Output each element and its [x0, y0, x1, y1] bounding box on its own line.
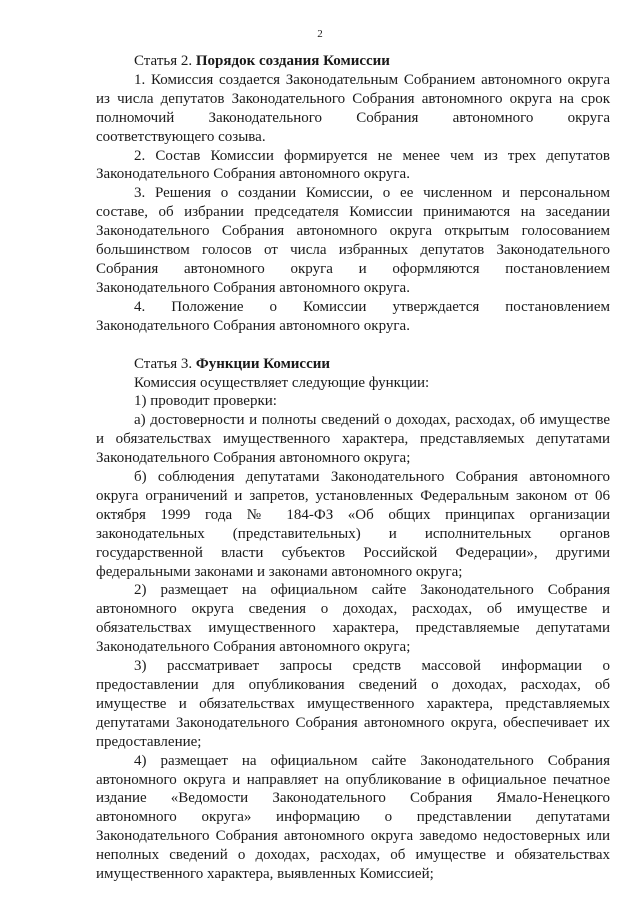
- section-spacer: [96, 336, 610, 355]
- page-number: 2: [317, 28, 323, 40]
- article-3-intro: Комиссия осуществляет следующие функции:: [134, 374, 430, 391]
- article-3-item-1: 1) проводит проверки:: [134, 393, 277, 410]
- article-3-item-3: 3) рассматривает запросы средств массовой информации о предоставлении для опубликования сведений о доходах, расходах, об имуществе и обязательствах имущественного характера, представляемых депутатами Законодательного Собрания автономного округа, обеспечивает их предоставление;: [96, 658, 610, 750]
- article-3-prefix: Статья 3.: [134, 355, 196, 372]
- article-2-title: Порядок создания Комиссии: [195, 53, 390, 69]
- article-3-heading: [96, 355, 610, 374]
- article-2-paragraph-3: 3. Решения о создании Комиссии, о ее численном и персональном составе, об избрании председателя Комиссии принимаются на заседании Законодательного Собрания автономного округа открытым голосованием большинством голосов от числа избранных депутатов Законодательного Собрания автономного округа и оформляются постановлением Законодательного Собрания автономного округа.: [96, 185, 610, 296]
- document-body: [96, 52, 610, 884]
- article-2-prefix: Статья 2.: [134, 53, 196, 69]
- article-2-paragraph-1: 1. Комиссия создается Законодательным Собранием автономного округа из числа депутатов Законодательного Собрания автономного округа на срок полномочий Законодательного Собрания автономного округа соответствующего созыва.: [96, 71, 610, 145]
- article-2-heading: [96, 52, 610, 71]
- article-3-item-1b: б) соблюдения депутатами Законодательного Собрания автономного округа ограничений и запретов, установленных Федеральным законом от 06 октября 1999 года № 184-ФЗ «Об общих принципах организации законодательных (представительных) и исполнительных органов государственной власти субъектов Российской Федерации», другими федеральными законами и законами автономного округа;: [96, 469, 610, 580]
- article-3-item-4: 4) размещает на официальном сайте Законодательного Собрания автономного округа и направляет на опубликование в официальное печатное издание «Ведомости Законодательного Собрания Ямало-Ненецкого автономного округа» информацию о представлении депутатами Законодательного Собрания автономного округа заведомо недостоверных или неполных сведений о доходах, расходах, об имуществе и обязательствах имущественного характера, выявленных Комиссией;: [96, 752, 610, 883]
- article-3-title: Функции Комиссии: [195, 355, 331, 372]
- article-2-paragraph-4: 4. Положение о Комиссии утверждается постановлением Законодательного Собрания автономного округа.: [96, 298, 610, 334]
- article-2-paragraph-2: 2. Состав Комиссии формируется не менее чем из трех депутатов Законодательного Собрания автономного округа.: [96, 147, 610, 183]
- article-3-item-1a: а) достоверности и полноты сведений о доходах, расходах, об имуществе и обязательствах имущественного характера, представляемых депутатами Законодательного Собрания автономного округа;: [96, 412, 610, 467]
- article-3-item-2: 2) размещает на официальном сайте Законодательного Собрания автономного округа сведения о доходах, расходах, об имуществе и обязательствах имущественного характера, представляемые депутатами Законодательного Собрания автономного округа;: [96, 582, 610, 656]
